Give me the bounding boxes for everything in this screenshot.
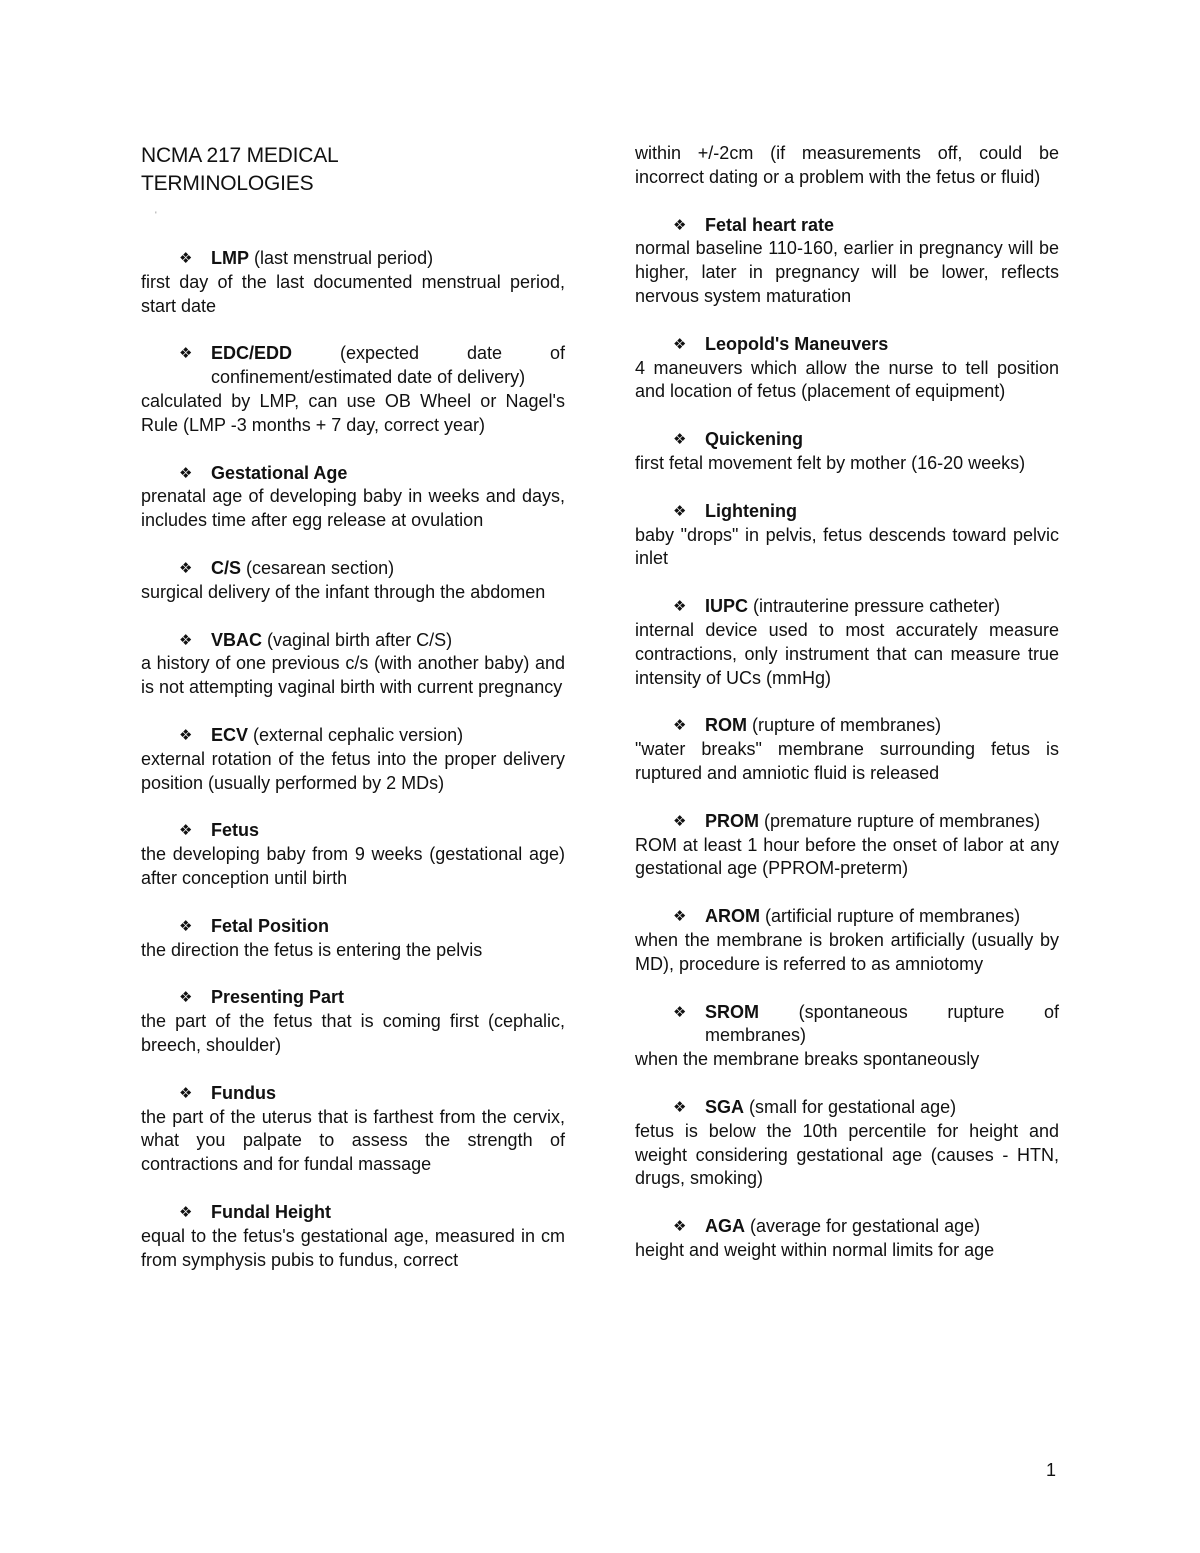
term-heading <box>141 819 565 843</box>
diamond-bullet-icon: ❖ <box>179 345 193 363</box>
term-name: Fetal Position <box>211 915 330 936</box>
term-expansion: (cesarean section) <box>241 557 395 578</box>
term-name: AGA <box>705 1216 745 1237</box>
term-definition: prenatal age of developing baby in weeks and days, includes time after egg release at ovulation <box>141 486 565 531</box>
term-heading <box>635 1001 1059 1049</box>
term-entry-leopolds-maneuvers <box>635 333 1059 404</box>
term-entry-fetus <box>141 819 565 890</box>
term-entry-arom <box>635 905 1059 976</box>
term-expansion: (intrauterine pressure catheter) <box>748 596 1001 617</box>
term-definition: when the membrane breaks spontaneously <box>635 1049 980 1070</box>
term-definition: a history of one previous c/s (with another baby) and is not attempting vaginal birth with current pregnancy <box>141 653 565 698</box>
title-line-1: NCMA 217 MEDICAL <box>141 144 339 167</box>
term-expansion: (premature rupture of membranes) <box>759 810 1041 831</box>
term-heading <box>635 214 1059 238</box>
term-entry-fetal-heart-rate <box>635 214 1059 309</box>
term-heading <box>635 333 1059 357</box>
term-definition: first day of the last documented menstrual period, start date <box>141 271 565 316</box>
diamond-bullet-icon: ❖ <box>179 917 193 935</box>
term-name: ROM <box>705 715 747 736</box>
term-expansion: (external cephalic version) <box>248 724 464 745</box>
term-entry-prom <box>635 810 1059 881</box>
term-heading <box>141 724 565 748</box>
diamond-bullet-icon: ❖ <box>673 1098 687 1116</box>
page-title <box>141 142 565 198</box>
term-name: SROM <box>705 1001 759 1022</box>
diamond-bullet-icon: ❖ <box>673 812 687 830</box>
term-expansion: (artificial rupture of membranes) <box>760 906 1021 927</box>
diamond-bullet-icon: ❖ <box>673 908 687 926</box>
term-definition: 4 maneuvers which allow the nurse to tell position and location of fetus (placement of equipment) <box>635 357 1059 402</box>
diamond-bullet-icon: ❖ <box>179 1084 193 1102</box>
title-mark: ' <box>155 210 157 220</box>
diamond-bullet-icon: ❖ <box>673 717 687 735</box>
term-name: IUPC <box>705 596 749 617</box>
term-heading <box>141 1082 565 1106</box>
term-entry-edc-edd <box>141 342 565 437</box>
diamond-bullet-icon: ❖ <box>179 989 193 1007</box>
continued-definition <box>635 142 1059 190</box>
term-entry-lmp <box>141 247 565 318</box>
diamond-bullet-icon: ❖ <box>673 598 687 616</box>
term-definition: internal device used to most accurately measure contractions, only instrument that can measure true intensity of UCs (mmHg) <box>635 619 1059 688</box>
diamond-bullet-icon: ❖ <box>179 1203 193 1221</box>
term-heading <box>635 500 1059 524</box>
term-definition: "water breaks" membrane surrounding fetus is ruptured and amniotic fluid is released <box>635 739 1059 783</box>
term-expansion: (expected date of confinement/estimated date of delivery) <box>211 343 565 388</box>
term-name: Lightening <box>705 500 797 521</box>
term-entry-vbac <box>141 629 565 700</box>
term-heading <box>141 342 565 390</box>
term-heading <box>635 905 1059 929</box>
term-expansion: (last menstrual period) <box>249 248 434 268</box>
term-entry-lightening <box>635 500 1059 571</box>
term-name: LMP <box>211 248 249 268</box>
diamond-bullet-icon: ❖ <box>673 502 687 520</box>
term-heading <box>141 462 565 486</box>
diamond-bullet-icon: ❖ <box>179 250 193 267</box>
diamond-bullet-icon: ❖ <box>673 335 687 353</box>
term-entry-fetal-position <box>141 915 565 963</box>
diamond-bullet-icon: ❖ <box>179 726 193 744</box>
term-definition: first fetal movement felt by mother (16-20 weeks) <box>635 452 1026 473</box>
term-heading <box>141 915 565 939</box>
term-heading <box>635 810 1059 834</box>
term-definition: ROM at least 1 hour before the onset of labor at any gestational age (PPROM-preterm) <box>635 834 1059 879</box>
term-heading <box>635 1215 1059 1239</box>
term-name: EDC/EDD <box>211 343 293 364</box>
term-heading <box>635 595 1059 619</box>
diamond-bullet-icon: ❖ <box>179 822 193 840</box>
diamond-bullet-icon: ❖ <box>673 1003 687 1021</box>
diamond-bullet-icon: ❖ <box>179 631 193 649</box>
term-entry-fundus <box>141 1082 565 1177</box>
term-name: Fetal heart rate <box>705 214 835 235</box>
term-definition: the developing baby from 9 weeks (gestational age) after conception until birth <box>141 844 565 888</box>
term-name: Presenting Part <box>211 987 345 1008</box>
page-number: 1 <box>1046 1460 1057 1480</box>
title-line-2: TERMINOLOGIES <box>141 172 314 195</box>
term-name: Fetus <box>211 820 260 841</box>
term-name: Fundal Height <box>211 1201 331 1222</box>
term-name: AROM <box>705 906 760 927</box>
term-name: Gestational Age <box>211 462 348 483</box>
term-expansion: (spontaneous rupture of membranes) <box>705 1001 1059 1046</box>
diamond-bullet-icon: ❖ <box>673 216 687 234</box>
diamond-bullet-icon: ❖ <box>673 431 687 449</box>
term-expansion: (average for gestational age) <box>745 1216 981 1237</box>
term-entry-rom <box>635 714 1059 785</box>
term-definition: the part of the uterus that is farthest from the cervix, what you palpate to assess the strength of contractions and for fundal massage <box>141 1106 565 1175</box>
term-definition: fetus is below the 10th percentile for height and weight considering gestational age (causes - HTN, drugs, smoking) <box>635 1120 1059 1189</box>
right-column <box>635 142 1059 1287</box>
term-name: PROM <box>705 810 759 831</box>
term-definition: height and weight within normal limits for age <box>635 1239 995 1260</box>
diamond-bullet-icon: ❖ <box>673 1218 687 1236</box>
term-name: C/S <box>211 557 242 578</box>
term-definition: the direction the fetus is entering the pelvis <box>141 939 483 960</box>
term-definition: when the membrane is broken artificially (usually by MD), procedure is referred to as amniotomy <box>635 929 1059 974</box>
term-entry-quickening <box>635 428 1059 476</box>
term-entry-fundal-height <box>141 1201 565 1272</box>
term-entry-aga <box>635 1215 1059 1263</box>
term-expansion: (rupture of membranes) <box>747 715 942 736</box>
term-definition: baby "drops" in pelvis, fetus descends toward pelvic inlet <box>635 524 1059 569</box>
term-definition-continued: within +/-2cm (if measurements off, could be incorrect dating or a problem with the fetus or fluid) <box>635 143 1059 187</box>
term-name: Leopold's Maneuvers <box>705 333 889 354</box>
term-definition: surgical delivery of the infant through the abdomen <box>141 581 546 602</box>
diamond-bullet-icon: ❖ <box>179 464 193 482</box>
term-heading <box>635 714 1059 738</box>
term-definition: normal baseline 110-160, earlier in pregnancy will be higher, later in pregnancy will be lower, reflects nervous system maturation <box>635 238 1059 306</box>
term-name: ECV <box>211 724 249 745</box>
term-entry-iupc <box>635 595 1059 690</box>
term-entry-gestational-age <box>141 462 565 533</box>
term-definition: calculated by LMP, can use OB Wheel or Nagel's Rule (LMP -3 months + 7 day, correct year) <box>141 390 565 435</box>
left-column <box>141 142 565 1296</box>
term-definition: equal to the fetus's gestational age, measured in cm from symphysis pubis to fundus, correct <box>141 1225 565 1270</box>
term-name: Quickening <box>705 429 804 450</box>
term-expansion: (small for gestational age) <box>744 1096 957 1117</box>
diamond-bullet-icon: ❖ <box>179 559 193 577</box>
term-entry-ecv <box>141 724 565 795</box>
term-definition: external rotation of the fetus into the proper delivery position (usually performed by 2 MDs) <box>141 748 565 793</box>
term-entry-presenting-part <box>141 986 565 1057</box>
term-heading <box>635 428 1059 452</box>
term-heading <box>141 557 565 581</box>
term-heading <box>141 247 565 271</box>
term-heading <box>635 1096 1059 1120</box>
term-entry-srom <box>635 1001 1059 1072</box>
term-entry-sga <box>635 1096 1059 1191</box>
term-entry-cs <box>141 557 565 605</box>
term-heading <box>141 629 565 653</box>
term-expansion: (vaginal birth after C/S) <box>262 629 453 650</box>
term-heading <box>141 986 565 1010</box>
term-heading <box>141 1201 565 1225</box>
term-definition: the part of the fetus that is coming first (cephalic, breech, shoulder) <box>141 1011 565 1055</box>
term-name: Fundus <box>211 1082 276 1103</box>
term-name: VBAC <box>211 629 263 650</box>
term-name: SGA <box>705 1096 745 1117</box>
